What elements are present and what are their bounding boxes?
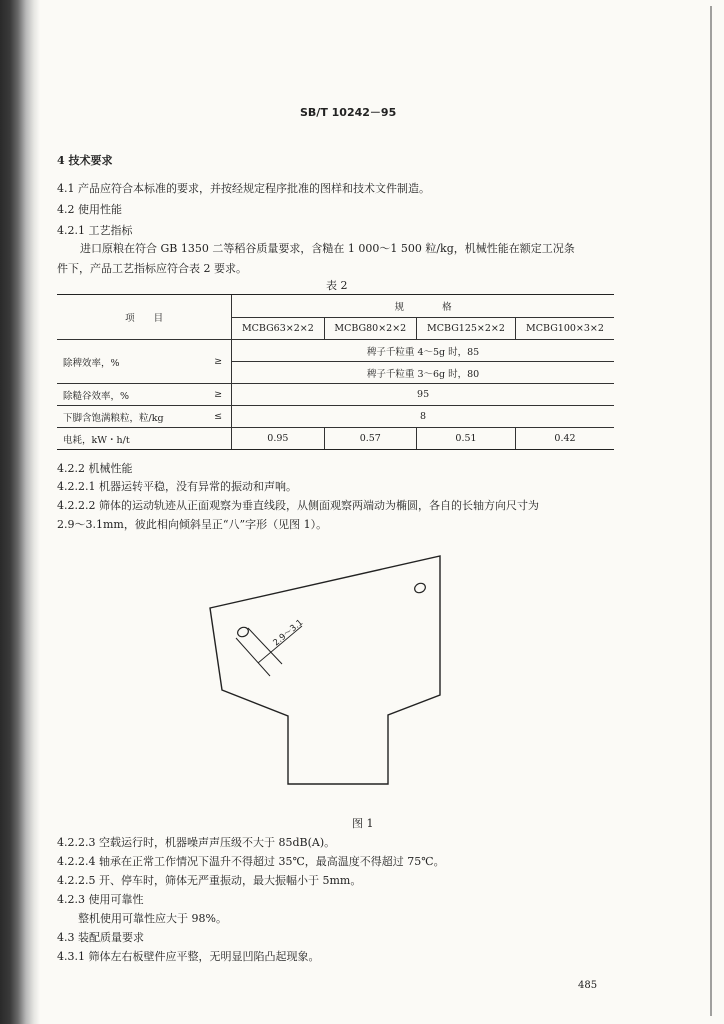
model-col-4: MCBG100×3×2 — [516, 318, 615, 340]
figure-1-drawing — [200, 550, 470, 800]
scan-right-edge — [710, 6, 712, 1016]
spec-table — [57, 294, 614, 450]
model-col-2: MCBG80×2×2 — [324, 318, 416, 340]
row-label-weed-removal: 除稗效率，% — [57, 340, 205, 384]
section-4-2: 4.2 使用性能 — [57, 203, 122, 216]
table-title: 表 2 — [326, 279, 348, 292]
row-value-tail: 8 — [232, 406, 614, 428]
dimension-label: 2.9～3.1 — [271, 617, 306, 649]
row-cmp-weed-removal: ≥ — [205, 340, 232, 384]
paragraph-line-1: 进口原粮在符合 GB 1350 二等稻谷质量要求，含糙在 1 000～1 500 粒/kg，机械性能在额定工况条 — [80, 242, 575, 255]
power-value-3: 0.51 — [417, 428, 516, 450]
row-value-husk: 95 — [232, 384, 614, 406]
row-label-power: 电耗，kW・h/t — [57, 428, 232, 450]
power-value-4: 0.42 — [516, 428, 615, 450]
row-label-husk: 除糙谷效率，% — [57, 384, 205, 406]
figure-caption: 图 1 — [352, 817, 374, 830]
section-4-2-2: 4.2.2 机械性能 — [57, 462, 133, 475]
page-number: 485 — [578, 980, 598, 991]
table-header-item: 项 目 — [57, 295, 232, 340]
row-label-tail: 下脚含饱满粮粒，粒/kg — [57, 406, 205, 428]
section-4: 4 技术要求 — [57, 154, 113, 167]
section-4-2-2-4: 4.2.2.4 轴承在正常工作情况下温升不得超过 35℃，最高温度不得超过 75℃。 — [57, 855, 445, 868]
section-4-2-2-2-line-2: 2.9～3.1mm，彼此相向倾斜呈正“八”字形（见图 1）。 — [57, 518, 328, 531]
hole-left — [236, 626, 250, 639]
power-value-2: 0.57 — [324, 428, 416, 450]
reliability-text: 整机使用可靠性应大于 98%。 — [78, 912, 227, 925]
row-cmp-tail: ≤ — [205, 406, 232, 428]
scan-left-edge — [0, 0, 40, 1024]
row-value-weed-1: 稗子千粒重 4～5g 时，85 — [232, 340, 614, 362]
section-4-1: 4.1 产品应符合本标准的要求，并按经规定程序批准的图样和技术文件制造。 — [57, 182, 430, 195]
section-4-3: 4.3 装配质量要求 — [57, 931, 144, 944]
table-header-spec: 规 格 — [232, 295, 614, 318]
section-4-2-2-2-line-1: 4.2.2.2 筛体的运动轨迹从正面观察为垂直线段，从侧面观察两端动为椭圆，各自的长轴方向尺寸为 — [57, 499, 539, 512]
section-4-3-1: 4.3.1 筛体左右板壁件应平整，无明显凹陷凸起现象。 — [57, 950, 320, 963]
section-4-2-2-5: 4.2.2.5 开、停车时，筛体无严重振动，最大振幅小于 5mm。 — [57, 874, 362, 887]
sieve-plate-outline — [210, 556, 440, 784]
power-value-1: 0.95 — [232, 428, 324, 450]
model-col-1: MCBG63×2×2 — [232, 318, 324, 340]
page-header: SB/T 10242－95 — [300, 106, 397, 119]
paragraph-line-2: 件下，产品工艺指标应符合表 2 要求。 — [57, 262, 247, 275]
hole-right — [413, 582, 427, 595]
section-4-2-3: 4.2.3 使用可靠性 — [57, 893, 144, 906]
row-cmp-husk: ≥ — [205, 384, 232, 406]
section-4-2-1: 4.2.1 工艺指标 — [57, 224, 133, 237]
model-col-3: MCBG125×2×2 — [417, 318, 516, 340]
section-4-2-2-3: 4.2.2.3 空载运行时，机器噪声声压级不大于 85dB(A)。 — [57, 836, 336, 849]
section-4-2-2-1: 4.2.2.1 机器运转平稳，没有异常的振动和声响。 — [57, 480, 297, 493]
row-value-weed-2: 稗子千粒重 3～6g 时，80 — [232, 362, 614, 384]
